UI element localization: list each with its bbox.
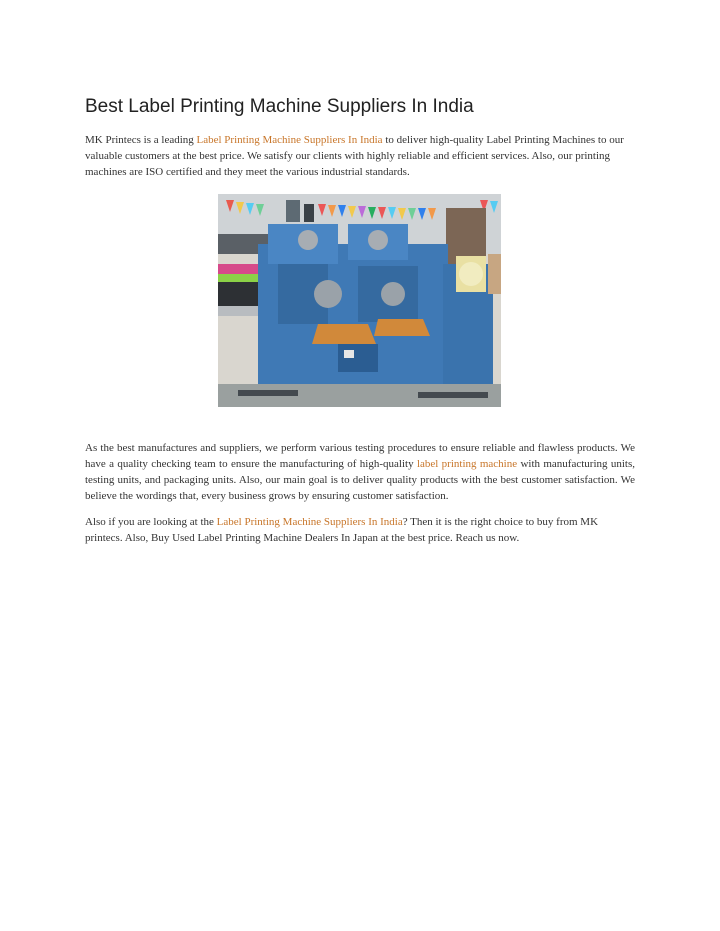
intro-text-before: MK Printecs is a leading xyxy=(85,134,197,146)
label-printing-machine-link[interactable]: label printing machine xyxy=(416,458,518,470)
closing-supplier-link[interactable]: Label Printing Machine Suppliers In India xyxy=(216,516,403,528)
page-title: Best Label Printing Machine Suppliers In India xyxy=(85,96,474,117)
intro-text-after: to deliver high-quality Label Printing Machines to our valuable customers at the best price. We satisfy our clients with highly reliable and efficient services. Also, our printing machines are ISO certified and they meet the various industrial standards. xyxy=(85,134,624,178)
intro-supplier-link[interactable]: Label Printing Machine Suppliers In India xyxy=(196,134,383,146)
quality-text-after: with manufacturing units, testing units, and packaging units. Also, our main goal is to deliver quality products with the best customer satisfaction. We believe the wordings that, every business grows by ensuring customer satisfaction. xyxy=(85,458,636,502)
article-header xyxy=(85,96,635,180)
closing-paragraph xyxy=(85,514,635,546)
machine-photo xyxy=(218,194,501,407)
closing-text-before: Also if you are looking at the xyxy=(85,516,217,528)
closing-text-after: ? Then it is the right choice to buy from MK printecs. Also, Buy Used Label Printing Machine Dealers In Japan at the best price. Reach us now. xyxy=(85,516,599,544)
quality-paragraph xyxy=(85,440,635,504)
label-printing-machine-image xyxy=(218,194,501,407)
quality-text-before: As the best manufactures and suppliers, we perform various testing procedures to ensure reliable and flawless products. We have a quality checking team to ensure the manufacturing of high-quality xyxy=(85,442,635,470)
intro-paragraph xyxy=(85,132,635,180)
